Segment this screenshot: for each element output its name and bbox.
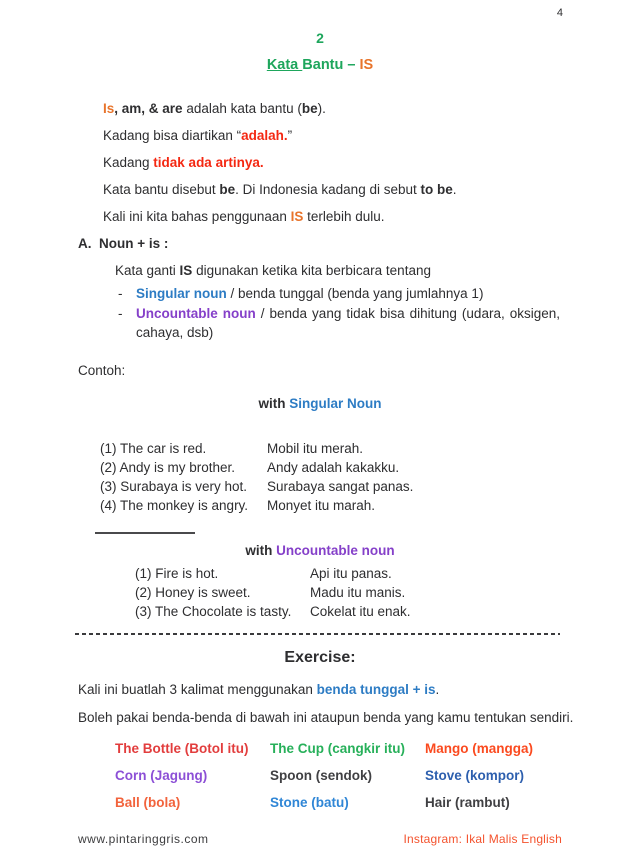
example-en: (3) The Chocolate is tasty.: [135, 603, 292, 619]
example-id: Monyet itu marah.: [267, 497, 376, 513]
intro-paragraph: Is, am, & are adalah kata bantu (be).: [103, 101, 326, 116]
intro-block: [103, 95, 640, 230]
example-id: Surabaya sangat panas.: [267, 478, 414, 494]
word-item-spoon: Spoon (sendok): [270, 767, 372, 783]
example-table-uncountable: [135, 564, 640, 621]
example-row: [100, 496, 640, 515]
document-title: Kata Bantu – IS: [266, 57, 374, 73]
short-divider: [95, 532, 195, 534]
example-table-singular: [100, 439, 640, 515]
example-row: [135, 564, 640, 583]
instagram-handle: Instagram: Ikal Malis English: [403, 831, 562, 846]
example-en: (2) Andy is my brother.: [100, 459, 236, 475]
example-id: Andy adalah kakakku.: [267, 459, 400, 475]
page-number: 4: [556, 7, 563, 19]
example-row: [100, 477, 640, 496]
section-intro: Kata ganti IS digunakan ketika kita berbicara tentang: [115, 263, 431, 278]
singular-noun-header: with Singular Noun: [258, 395, 382, 411]
example-id: Cokelat itu enak.: [310, 603, 411, 619]
example-en: (2) Honey is sweet.: [135, 584, 251, 600]
example-id: Mobil itu merah.: [267, 440, 364, 456]
example-row: [100, 439, 640, 458]
example-en: (4) The monkey is angry.: [100, 497, 249, 513]
example-en: (1) The car is red.: [100, 440, 207, 456]
uncountable-noun-header: with Uncountable noun: [245, 542, 395, 558]
example-id: Madu itu manis.: [310, 584, 406, 600]
word-item-cup: The Cup (cangkir itu): [270, 740, 405, 756]
example-en: (1) Fire is hot.: [135, 565, 219, 581]
bullet-text: Uncountable noun / benda yang tidak bisa dihitung (udara, oksigen, cahaya, dsb): [136, 305, 560, 340]
exercise-title: Exercise:: [284, 648, 356, 666]
bullet-text: Singular noun / benda tunggal (benda yang jumlahnya 1): [136, 286, 484, 301]
example-id: Api itu panas.: [310, 565, 392, 581]
intro-paragraph: Kali ini kita bahas penggunaan IS terlebih dulu.: [103, 209, 385, 224]
example-row: [135, 583, 640, 602]
word-item-corn: Corn (Jagung): [115, 767, 208, 783]
word-item-stove: Stove (kompor): [425, 767, 525, 783]
contoh-label: Contoh:: [78, 362, 126, 378]
bullet-item-singular: [118, 284, 560, 304]
intro-paragraph: Kadang tidak ada artinya.: [103, 155, 264, 170]
section-noun-is: [78, 230, 640, 343]
intro-paragraph: Kata bantu disebut be. Di Indonesia kadang di sebut to be.: [103, 182, 457, 197]
word-grid: [115, 735, 640, 816]
dashed-divider: [75, 633, 560, 635]
exercise-instruction: Kali ini buatlah 3 kalimat menggunakan benda tunggal + is.: [78, 681, 440, 697]
bullet-list: [118, 284, 560, 343]
bullet-dash: -: [118, 286, 123, 301]
intro-paragraph: Kadang bisa diartikan “adalah.”: [103, 128, 293, 143]
word-item-ball: Ball (bola): [115, 794, 181, 810]
lesson-number: 2: [316, 30, 324, 46]
example-row: [100, 458, 640, 477]
footer: [78, 832, 562, 846]
word-item-hair: Hair (rambut): [425, 794, 510, 810]
bullet-dash: -: [118, 305, 123, 321]
section-heading: A. Noun + is :: [78, 236, 169, 251]
word-item-mango: Mango (mangga): [425, 740, 533, 756]
word-item-bottle: The Bottle (Botol itu): [115, 740, 249, 756]
example-en: (3) Surabaya is very hot.: [100, 478, 248, 494]
exercise-instruction: Boleh pakai benda-benda di bawah ini ataupun benda yang kamu tentukan sendiri.: [78, 709, 574, 725]
example-row: [135, 602, 640, 621]
exercise-instructions: [78, 676, 640, 732]
word-item-stone: Stone (batu): [270, 794, 349, 810]
bullet-item-uncountable: [118, 304, 560, 343]
website-url: www.pintaringgris.com: [78, 831, 209, 846]
